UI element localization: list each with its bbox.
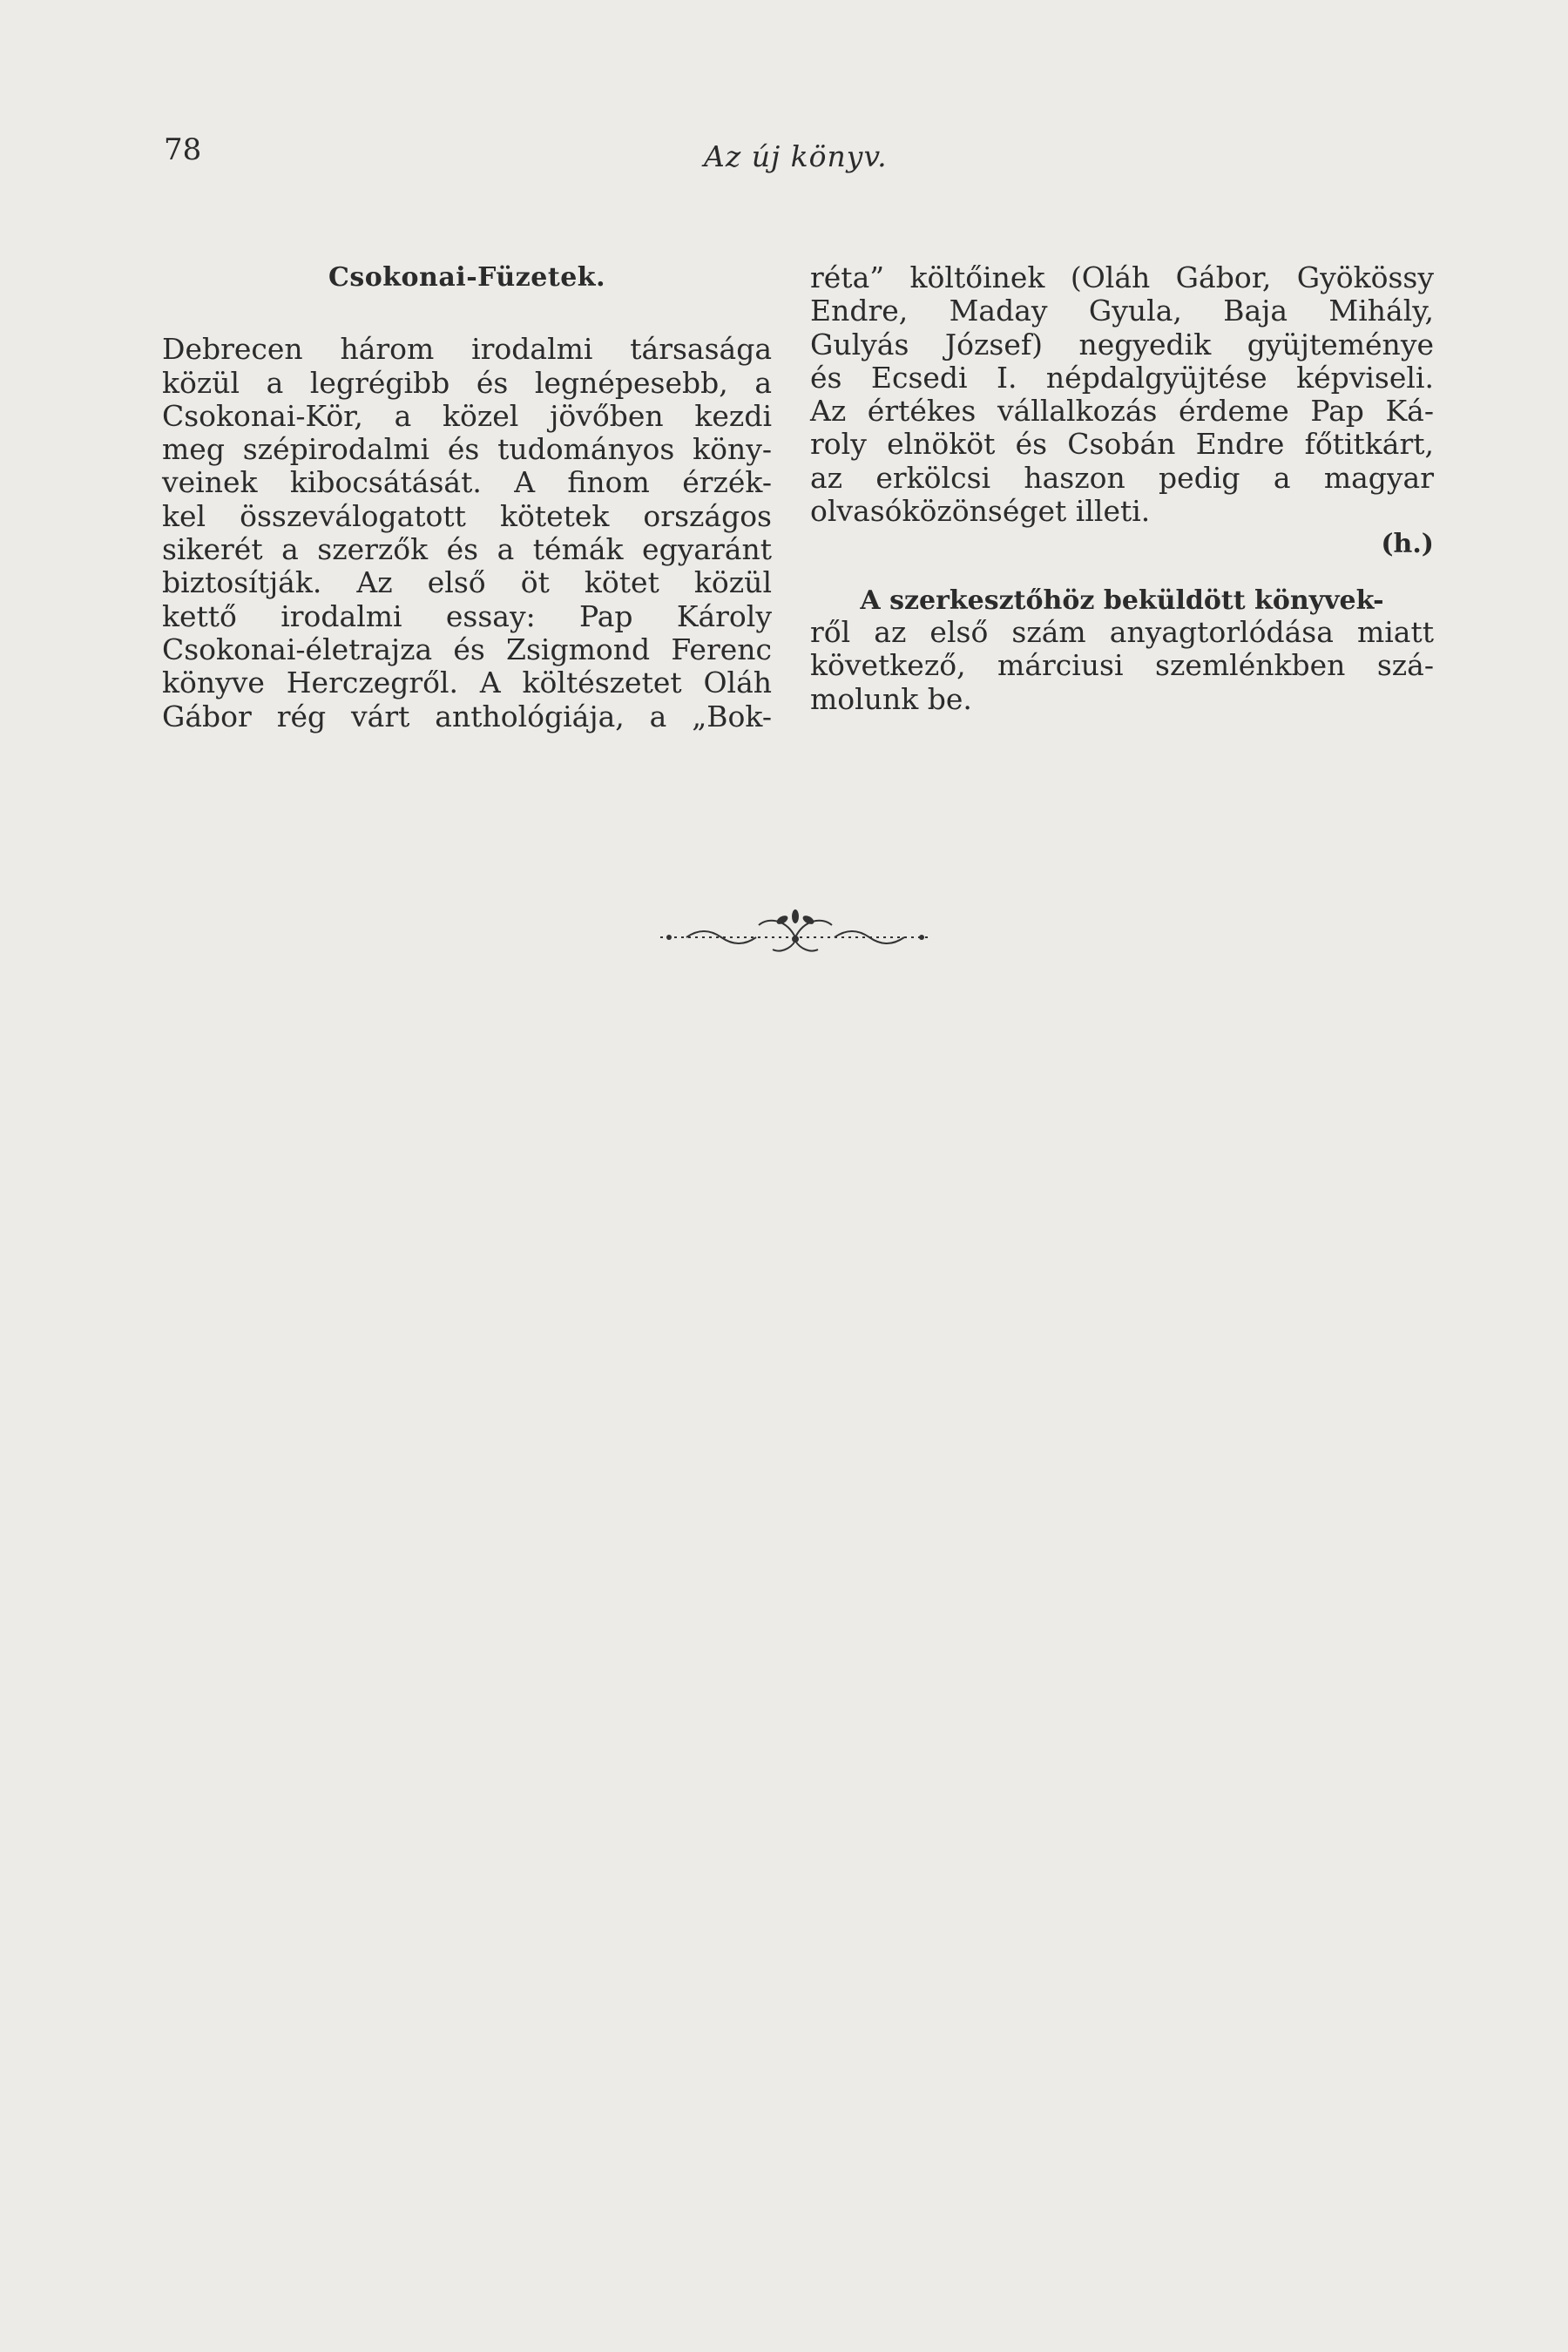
text-line: sikerét a szerzők és a témák egyaránt [162,532,772,567]
left-column [162,261,772,733]
text-line: meg szépirodalmi és tudományos köny- [162,432,772,467]
note-line: ről az első szám anyagtorlódása miatt [810,614,1434,649]
text-line: Endre, Maday Gyula, Baja Mihály, [810,294,1434,328]
text-line: Az értékes vállalkozás érdeme Pap Ká- [810,394,1434,429]
text-line: roly elnököt és Csobán Endre főtitkárt, [810,427,1434,462]
text-line: kel összeválogatott kötetek országos [162,498,772,533]
text-line: az erkölcsi haszon pedig a magyar [810,460,1434,495]
note-heading: A szerkesztőhöz beküldött könyvek- [860,585,1384,616]
floral-divider-icon [652,906,939,958]
text-line: Csokonai-Kör, a közel jövőben kezdi [162,398,772,433]
text-line: Debrecen három irodalmi társasága [162,332,772,367]
note-line [810,583,1434,616]
page-number: 78 [164,132,202,167]
text-line: Csokonai-életrajza és Zsigmond Ferenc [162,632,772,666]
text-line: biztosítják. Az első öt kötet közül [162,565,772,600]
text-line: veinek kibocsátását. A finom érzék- [162,465,772,500]
text-line: olvasóközönséget illeti. [810,494,1151,529]
running-title: Az új könyv. [704,139,888,173]
text-line: és Ecsedi I. népdalgyüjtése képviseli. [810,360,1434,395]
text-line: Gulyás József) negyedik gyüjteménye [810,327,1434,362]
text-line: réta” költőinek (Oláh Gábor, Gyökössy [810,260,1434,294]
text-line: Gábor rég várt anthológiája, a „Bok- [162,699,772,733]
text-line: közül a legrégibb és legnépesebb, a [162,365,772,400]
text-line: kettő irodalmi essay: Pap Károly [162,598,772,633]
note-line: következő, márciusi szemlénkben szá- [810,648,1434,683]
signature: (h.) [1381,529,1434,560]
right-column [810,261,1434,716]
section-title: Csokonai-Füzetek. [328,262,606,293]
text-line: könyve Herczegről. A költészetet Oláh [162,666,772,700]
note-line: molunk be. [810,681,972,716]
